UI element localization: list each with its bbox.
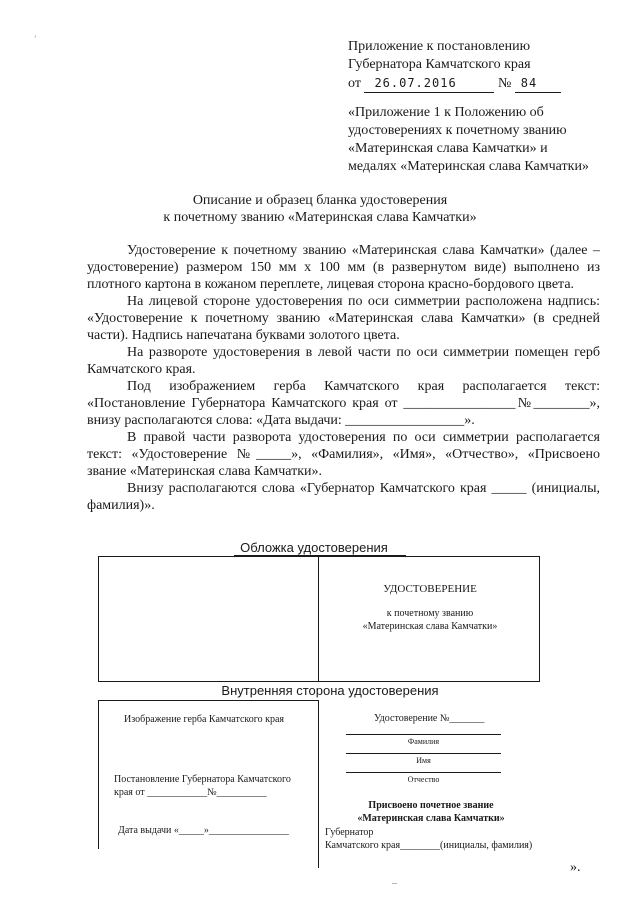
- decree-line-1: Постановление Губернатора Камчатского: [114, 774, 291, 785]
- awarded-title-line-2: «Материнская слава Камчатки»: [357, 813, 505, 824]
- surname-label: Фамилия: [407, 737, 440, 746]
- title-line-1: Описание и образец бланка удостоверения: [192, 193, 448, 208]
- header-line-2: Губернатора Камчатского края: [348, 57, 531, 72]
- header-number-label: №: [497, 76, 512, 91]
- name-line: [346, 753, 501, 754]
- decree-line-2: края от ____________№__________: [114, 787, 267, 798]
- paragraph: Под изображением герба Камчатского края располагается текст: «Постановление Губернатора Камчатского края от ________________№________», внизу располагаются слова: «Дата выдачи: _________________».: [87, 379, 600, 428]
- cover-subtitle-1: к почетному званию: [386, 608, 474, 619]
- paragraph: На лицевой стороне удостоверения по оси симметрии расположена надпись: «Удостоверение к почетному званию «Материнская слава Камчатки» (в средней части). Надпись напечатана буквами золотого цвета.: [87, 294, 600, 343]
- governor-label: Губернатор: [325, 827, 374, 838]
- inner-divider: [318, 700, 319, 868]
- awarded-title-line-1: Присвоено почетное звание: [368, 800, 494, 811]
- header-from-label: от: [348, 76, 361, 91]
- issue-date-line: Дата выдачи «_____»________________: [118, 825, 289, 836]
- paragraph: Удостоверение к почетному званию «Материнская слава Камчатки» (далее – удостоверение) размером 150 мм х 100 мм (в развернутом виде) выполнено из плотного картона в кожаном переплете, лицевая сторона красно-бордового цвета.: [87, 243, 600, 292]
- patronymic-label: Отчество: [407, 775, 440, 784]
- header-date-number-row: [348, 74, 561, 93]
- certificate-number: Удостоверение №_______: [374, 713, 485, 724]
- cover-sample: [98, 556, 540, 682]
- cover-divider: [318, 557, 319, 681]
- patronymic-line: [346, 772, 501, 773]
- paragraph: Внизу располагаются слова «Губернатор Камчатского края _____ (инициалы, фамилия)».: [87, 481, 600, 513]
- emblem-placeholder: Изображение герба Камчатского края: [124, 714, 284, 725]
- cover-subtitle-2: «Материнская слава Камчатки»: [362, 621, 498, 632]
- cover-title: УДОСТОВЕРЕНИЕ: [383, 583, 477, 595]
- name-label: Имя: [416, 756, 431, 765]
- paragraph: В правой части разворота удостоверения по оси симметрии располагается текст: «Удостоверение №_____», «Фамилия», «Имя», «Отчество», «Присвоено звание «Материнская слава Камчатки».: [87, 430, 600, 479]
- cover-caption: Обложка удостоверения: [100, 540, 540, 555]
- header-line-1: Приложение к постановлению: [348, 39, 531, 54]
- document-title: [40, 192, 600, 226]
- paragraph: На развороте удостоверения в левой части по оси симметрии помещен герб Камчатского края.: [87, 345, 600, 377]
- inner-caption: Внутренняя сторона удостоверения: [221, 683, 439, 698]
- description-body: [87, 242, 600, 514]
- appendix-reference: «Приложение 1 к Положению об удостоверениях к почетному званию «Материнская слава Камчатки» и медалях «Материнская слава Камчатки»: [348, 105, 589, 174]
- closing-quote: ».: [570, 860, 581, 875]
- header-number-value: 84: [515, 74, 561, 93]
- surname-line: [346, 734, 501, 735]
- governor-signature-line: Камчатского края________(инициалы, фамилия): [325, 840, 533, 851]
- scan-corner-mark: ʼ: [34, 34, 37, 43]
- footer-mark: –: [392, 878, 397, 889]
- header-date-value: 26.07.2016: [364, 74, 494, 93]
- title-line-2: к почетному званию «Материнская слава Камчатки»: [163, 210, 477, 225]
- appendix-header: [348, 38, 561, 93]
